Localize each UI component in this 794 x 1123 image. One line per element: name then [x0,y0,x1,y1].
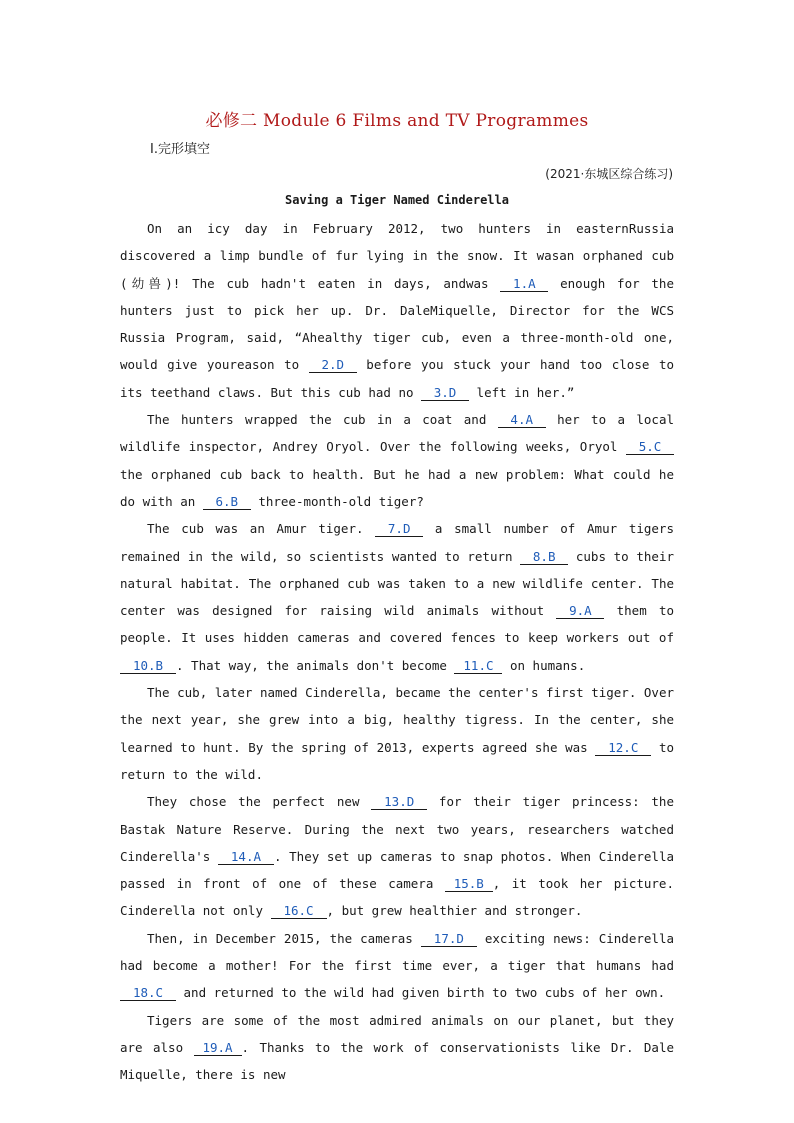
answer-blank-8: 8.B [520,549,568,565]
answer-blank-5: 5.C [626,439,674,455]
answer-blank-18: 18.C [120,985,176,1001]
paragraph-6 [120,925,674,1007]
text-span: The cub, later named Cinderella, became the center's first tiger. Over the next year, she grew into a big, healthy tigress. In the center, she learned to hunt. By the spring of 2013, experts agreed she was [120,685,674,755]
text-span: for their tiger princess: the Bastak Nature Reserve. During the next two years, researchers watched Cinderella's [120,794,674,864]
section-heading: Ⅰ.完形填空 [150,142,210,157]
answer-blank-12: 12.C [595,740,651,756]
answer-blank-2: 2.D [309,357,357,373]
source-note: (2021·东城区综合练习) [545,167,673,181]
answer-blank-13: 13.D [371,794,427,810]
text-span: and returned to the wild had given birth to two cubs of her own. [176,985,666,1001]
answer-blank-10: 10.B [120,658,176,674]
answer-blank-11: 11.C [454,658,502,674]
answer-blank-19: 19.A [194,1040,242,1056]
answer-blank-3: 3.D [421,385,469,401]
text-span: On an icy day in February 2012, two hunters in easternRussia discovered a limp bundle of fur lying in the snow. It wasan orphaned cub (幼兽)! The cub hadn't eaten in days, andwas [120,221,674,291]
article-body [120,215,674,1089]
page-title: 必修二 Module 6 Films and TV Programmes [205,111,589,131]
text-span: left in her.” [469,384,575,400]
text-span: before you stuck your hand too close to its teethand claws. But this cub had no [120,357,674,400]
answer-blank-16: 16.C [271,903,327,919]
text-span: three-month-old tiger? [250,493,424,509]
text-span: . That way, the animals don't become [176,657,455,673]
answer-blank-17: 17.D [421,931,477,947]
article-title: Saving a Tiger Named Cinderella [285,193,509,207]
text-span: . They set up cameras to snap photos. When Cinderella passed in front of one of these camera [120,848,674,892]
text-span: on humans. [502,657,586,673]
text-span: enough for the hunters just to pick her up. Dr. DaleMiquelle, Director for the WCS Russia Program, said, “Ahealthy tiger cub, even a three-month-old one, would give youreason to [120,275,674,373]
text-span: exciting news: Cinderella had become a mother! For the first time ever, a tiger that humans had [120,930,674,974]
answer-blank-9: 9.A [556,603,604,619]
paragraph-4 [120,679,674,788]
text-span: her to a local wildlife inspector, Andrey Oryol. Over the following weeks, Oryol [120,412,674,455]
answer-blank-4: 4.A [498,412,546,428]
text-span: , it took her picture. Cinderella not only [120,876,674,919]
text-span: Then, in December 2015, the cameras [147,930,421,946]
text-span: to return to the wild. [120,739,674,782]
text-span: Tigers are some of the most admired animals on our planet, but they are also [120,1012,674,1055]
answer-blank-15: 15.B [445,876,493,892]
text-span: the orphaned cub back to health. But he had a new problem: What could he do with an [120,466,674,509]
text-span: . Thanks to the work of conservationists like Dr. Dale Miquelle, there is new [120,1039,674,1083]
text-span: a small number of Amur tigers remained in the wild, so scientists wanted to return [120,521,674,564]
text-span: They chose the perfect new [147,794,372,810]
text-span: cubs to their natural habitat. The orphaned cub was taken to a new wildlife center. The center was designed for raising wild animals without [120,548,675,619]
answer-blank-6: 6.B [203,494,251,510]
answer-blank-7: 7.D [375,521,423,537]
paragraph-2 [120,406,674,515]
paragraph-7 [120,1007,674,1089]
text-span: The cub was an Amur tiger. [147,521,376,537]
paragraph-3 [120,515,674,679]
answer-blank-1: 1.A [500,276,548,292]
text-span: The hunters wrapped the cub in a coat and [147,412,498,428]
paragraph-5 [120,788,674,924]
answer-blank-14: 14.A [218,849,274,865]
text-span: them to people. It uses hidden cameras and covered fences to keep workers out of [120,603,674,646]
text-span: , but grew healthier and stronger. [326,903,583,919]
paragraph-1 [120,215,674,406]
